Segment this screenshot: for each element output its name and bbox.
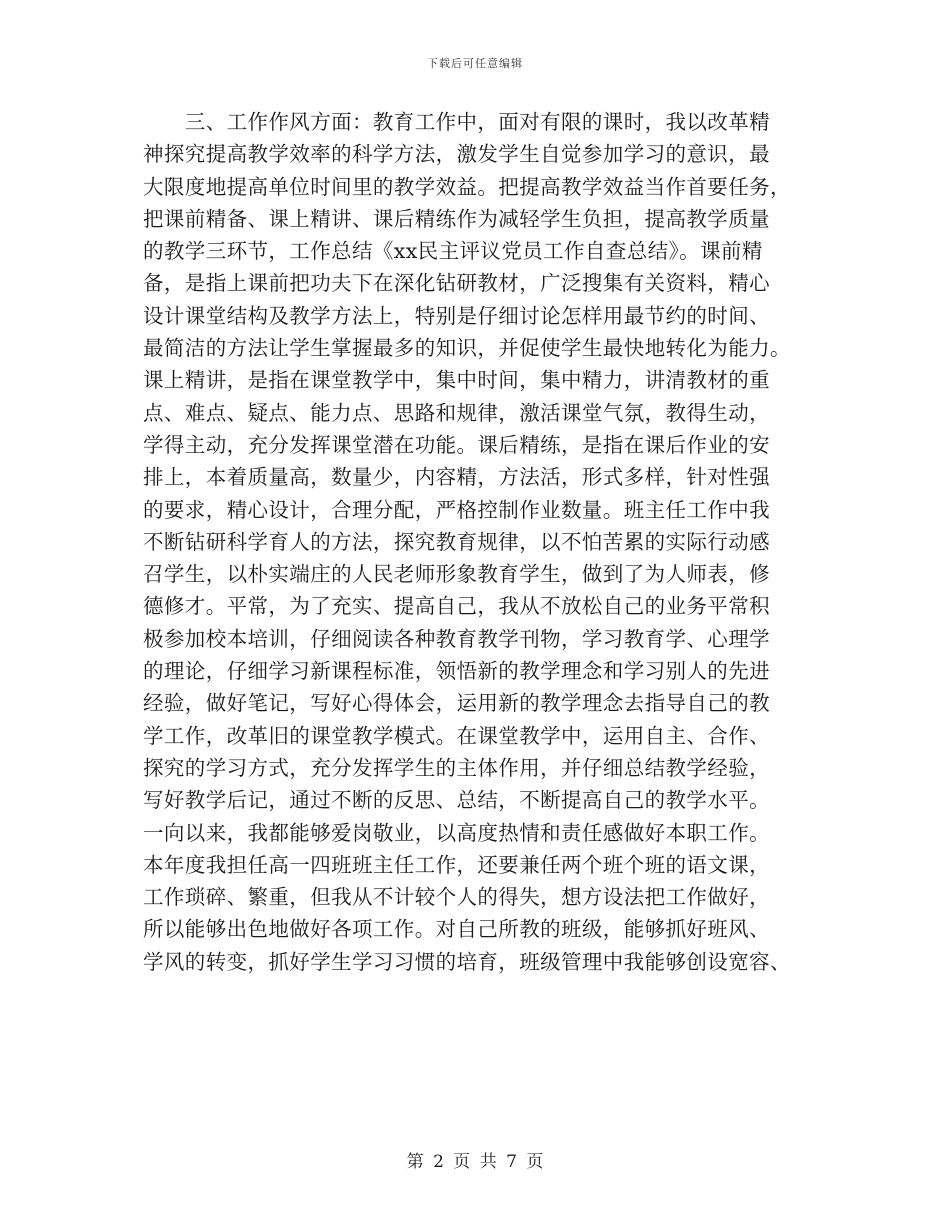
page-header: 下载后可任意编辑 <box>427 57 523 70</box>
document-body <box>143 106 811 978</box>
body-line: 经验，做好笔记，写好心得体会，运用新的教学理念去指导自己的教 <box>143 691 770 716</box>
body-line: 最简洁的方法让学生掌握最多的知识，并促使学生最快地转化为能力。 <box>143 336 791 361</box>
body-line: 课上精讲，是指在课堂教学中，集中时间，集中精力，讲清教材的重 <box>143 368 770 393</box>
body-line: 排上，本着质量高，数量少，内容精，方法活，形式多样，针对性强 <box>143 465 770 490</box>
body-line: 的理论，仔细学习新课程标准，领悟新的教学理念和学习别人的先进 <box>143 659 770 684</box>
body-line: 神探究提高教学效率的科学方法，激发学生自觉参加学习的意识，最 <box>143 142 770 167</box>
body-line: 学风的转变，抓好学生学习习惯的培育，班级管理中我能够创设宽容、 <box>143 949 791 974</box>
page-number-footer: 第 2 页 共 7 页 <box>406 1152 544 1172</box>
body-line: 设计课堂结构及教学方法上，特别是仔细讨论怎样用最节约的时间、 <box>143 303 770 328</box>
body-line: 学工作，改革旧的课堂教学模式。在课堂教学中，运用自主、合作、 <box>143 723 770 748</box>
body-line: 探究的学习方式，充分发挥学生的主体作用，并仔细总结教学经验， <box>143 755 770 780</box>
body-line: 写好教学后记，通过不断的反思、总结，不断提高自己的教学水平。 <box>143 788 770 813</box>
body-line: 的教学三环节，工作总结《xx民主评议党员工作自查总结》。课前精 <box>143 239 763 264</box>
body-line: 德修才。平常，为了充实、提高自己，我从不放松自己的业务平常积 <box>143 594 770 619</box>
body-line: 召学生，以朴实端庄的人民老师形象教育学生，做到了为人师表，修 <box>143 562 770 587</box>
body-line: 本年度我担任高一四班班主任工作，还要兼任两个班个班的语文课， <box>143 852 770 877</box>
body-line: 三、工作作风方面：教育工作中，面对有限的课时，我以改革精 <box>143 110 770 134</box>
body-line: 所以能够出色地做好各项工作。对自己所教的班级，能够抓好班风、 <box>143 917 770 942</box>
body-line: 大限度地提高单位时间里的教学效益。把提高教学效益当作首要任务， <box>143 174 791 199</box>
body-line: 不断钻研科学育人的方法，探究教育规律，以不怕苦累的实际行动感 <box>143 529 770 554</box>
body-line: 点、难点、疑点、能力点、思路和规律，激活课堂气氛，教得生动， <box>143 400 770 425</box>
body-line: 一向以来，我都能够爱岗敬业，以高度热情和责任感做好本职工作。 <box>143 820 770 845</box>
body-line: 备，是指上课前把功夫下在深化钻研教材，广泛搜集有关资料，精心 <box>143 271 770 296</box>
body-line: 的要求，精心设计，合理分配，严格控制作业数量。班主任工作中我 <box>143 497 770 522</box>
body-line: 学得主动，充分发挥课堂潜在功能。课后精练，是指在课后作业的安 <box>143 432 770 457</box>
body-line: 极参加校本培训，仔细阅读各种教育教学刊物，学习教育学、心理学 <box>143 626 770 651</box>
body-line: 把课前精备、课上精讲、课后精练作为减轻学生负担，提高教学质量 <box>143 206 770 231</box>
body-line: 工作琐碎、繁重，但我从不计较个人的得失，想方设法把工作做好， <box>143 885 770 910</box>
